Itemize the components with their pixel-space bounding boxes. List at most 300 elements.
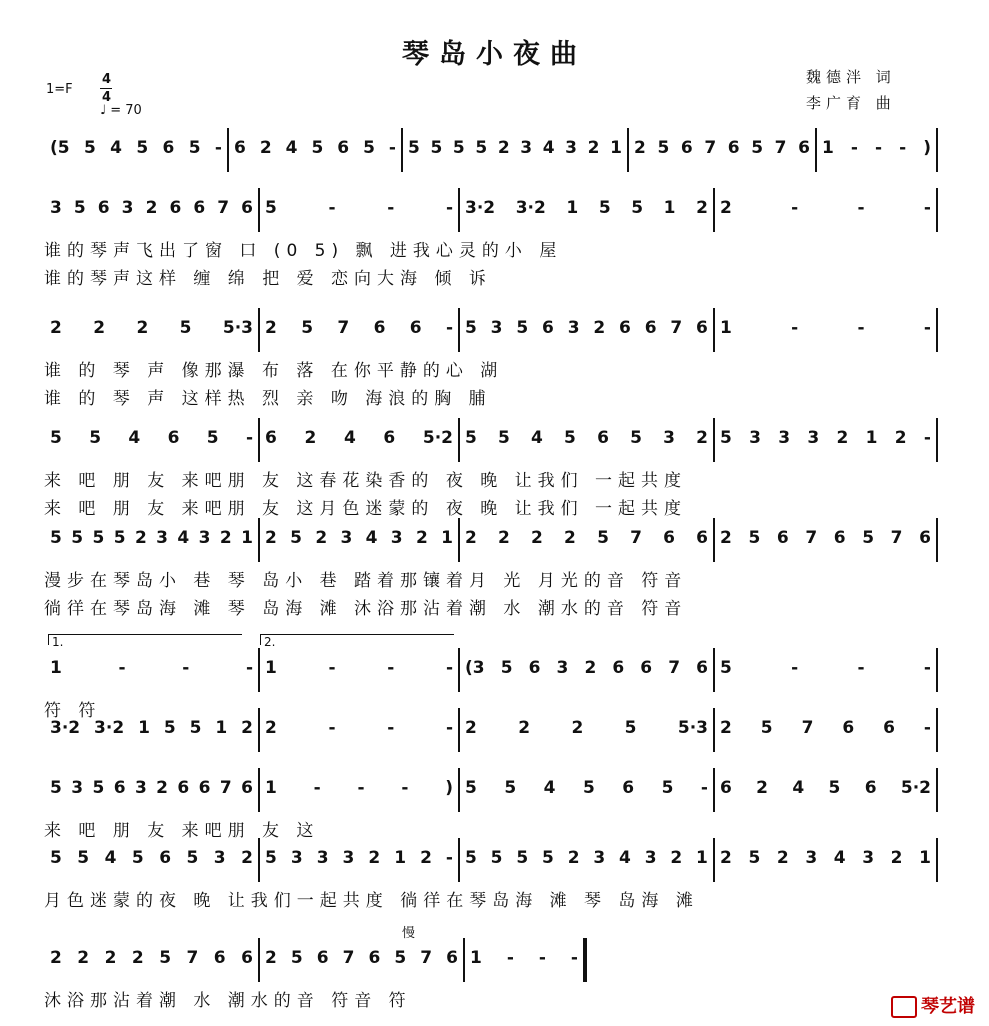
note: - xyxy=(923,658,931,678)
note: 3 xyxy=(342,848,355,868)
note: 5 xyxy=(465,848,477,868)
note: 5 xyxy=(179,318,192,338)
note: 5 xyxy=(131,848,144,868)
note: 2 xyxy=(415,528,428,548)
note: 6 xyxy=(198,778,211,798)
lyric-line: 来 吧 朋 友 来吧朋 友 这春花染香的 夜 晚 让我们 一起共度 xyxy=(44,471,688,491)
note: (3 xyxy=(465,658,485,678)
note: 6 xyxy=(162,138,175,158)
note: 6 xyxy=(383,428,396,448)
note: - xyxy=(445,198,453,218)
measure xyxy=(714,648,937,688)
note: - xyxy=(245,658,253,678)
note: 3 xyxy=(644,848,657,868)
note: 2 xyxy=(77,948,90,968)
note: 2 xyxy=(241,848,253,868)
note: - xyxy=(328,658,336,678)
note: - xyxy=(791,318,799,338)
note: 7 xyxy=(217,198,230,218)
note: 6 xyxy=(776,528,789,548)
note: 3 xyxy=(71,778,84,798)
note: 5 xyxy=(500,658,513,678)
note: 3 xyxy=(565,138,578,158)
note: 2 xyxy=(304,428,317,448)
measure xyxy=(259,768,459,808)
note: 5 xyxy=(760,718,773,738)
note: 4 xyxy=(177,528,190,548)
staff-line xyxy=(44,188,937,289)
note: 1 xyxy=(696,848,708,868)
barline xyxy=(936,648,938,692)
measure xyxy=(714,708,937,748)
note: 2 xyxy=(265,528,277,548)
note: 4 xyxy=(619,848,631,868)
measure xyxy=(44,128,228,168)
note: - xyxy=(923,318,931,338)
note: 4 xyxy=(110,138,122,158)
note: 2 xyxy=(564,528,576,548)
measure xyxy=(459,518,714,558)
note: 6 xyxy=(159,848,172,868)
note: 5 xyxy=(720,428,732,448)
measure xyxy=(459,708,714,748)
note: 2 xyxy=(720,528,732,548)
note: 1 xyxy=(470,948,482,968)
lyric-line: 来 吧 朋 友 来吧朋 友 这月色迷蒙的 夜 晚 让我们 一起共度 xyxy=(44,499,688,519)
note: 5 xyxy=(720,658,732,678)
note: 5 xyxy=(748,848,761,868)
note: 7 xyxy=(704,138,717,158)
lyricist-credit: 魏德泮 词 xyxy=(806,68,896,86)
note: 7 xyxy=(805,528,818,548)
note: 2 xyxy=(465,528,477,548)
note: 5 xyxy=(475,138,488,158)
measure xyxy=(44,308,259,348)
note: (5 xyxy=(50,138,70,158)
note: - xyxy=(857,658,865,678)
measure xyxy=(259,518,459,558)
note: 2 xyxy=(156,778,169,798)
measure xyxy=(259,708,459,748)
note: 1 xyxy=(138,718,150,738)
note: 7 xyxy=(420,948,433,968)
note: 2 xyxy=(136,318,149,338)
note: 5 xyxy=(430,138,443,158)
measure xyxy=(402,128,628,168)
note: 7 xyxy=(186,948,199,968)
note: 5 xyxy=(163,718,176,738)
note: 5 xyxy=(582,778,595,798)
note: 5 xyxy=(71,528,84,548)
note: 3·2 xyxy=(50,718,81,738)
composer-credit: 李广育 曲 xyxy=(806,94,896,112)
note: 5 xyxy=(748,528,761,548)
note: 3·2 xyxy=(515,198,546,218)
note: 3 xyxy=(50,198,62,218)
lyric-line: 谁的琴声这样 缠 绵 把 爱 恋向大海 倾 诉 xyxy=(44,269,492,289)
note: 2 xyxy=(518,718,531,738)
note: 6 xyxy=(597,428,609,448)
logo-text: 琴艺谱 xyxy=(921,996,975,1017)
note: 6 xyxy=(234,138,246,158)
measure xyxy=(228,128,402,168)
note: 5 xyxy=(265,848,277,868)
note: 1 xyxy=(610,138,622,158)
note: 6 xyxy=(798,138,810,158)
note: 2 xyxy=(567,848,580,868)
lyric-line: 谁 的 琴 声 像那瀑 布 落 在你平静的心 湖 xyxy=(44,361,504,381)
site-logo xyxy=(891,992,975,1018)
measure xyxy=(714,308,937,348)
note: 5 xyxy=(89,428,102,448)
measure xyxy=(259,938,464,978)
note: 5 xyxy=(498,428,510,448)
note: 2 xyxy=(498,528,510,548)
measure xyxy=(259,648,459,688)
note: 2 xyxy=(420,848,432,868)
note: 2 xyxy=(696,428,708,448)
note: - xyxy=(388,138,396,158)
note: 5 xyxy=(311,138,324,158)
note: - xyxy=(445,718,453,738)
note: 5 xyxy=(92,778,105,798)
note: 5·3 xyxy=(677,718,708,738)
note: 3 xyxy=(556,658,569,678)
measure xyxy=(259,308,459,348)
note: - xyxy=(570,948,578,968)
note: - xyxy=(857,198,865,218)
note: 5 xyxy=(828,778,841,798)
note: 4 xyxy=(531,428,543,448)
lyric-line: 漫步在琴岛小 巷 琴 岛小 巷 踏着那镶着月 光 月光的音 符音 xyxy=(44,571,688,591)
note: ) xyxy=(923,138,931,158)
note: 2 xyxy=(696,198,708,218)
note: 5 xyxy=(408,138,420,158)
note: - xyxy=(445,658,453,678)
note: 1 xyxy=(865,428,878,448)
tempo-mark: 慢 xyxy=(402,926,416,941)
measure xyxy=(259,838,459,878)
note: 6 xyxy=(720,778,732,798)
note: 6 xyxy=(409,318,422,338)
note: - xyxy=(245,428,253,448)
note: 1 xyxy=(566,198,579,218)
note: 6 xyxy=(696,318,708,338)
barline xyxy=(936,708,938,752)
note: 5·2 xyxy=(900,778,931,798)
note: 1 xyxy=(720,318,732,338)
note: 6 xyxy=(368,948,381,968)
note: 7 xyxy=(342,948,355,968)
note: 5 xyxy=(92,528,105,548)
note: 3 xyxy=(316,848,329,868)
measure xyxy=(464,938,584,978)
note: - xyxy=(387,198,395,218)
note: 4 xyxy=(285,138,298,158)
note: 5 xyxy=(751,138,764,158)
note: 6 xyxy=(213,948,226,968)
barline xyxy=(936,838,938,882)
note: - xyxy=(387,718,395,738)
note: 4 xyxy=(543,778,556,798)
barline xyxy=(936,768,938,812)
key-signature: 1=F xyxy=(46,82,73,97)
note: 5 xyxy=(465,778,477,798)
note: 4 xyxy=(542,138,555,158)
note: 5 xyxy=(83,138,96,158)
note: 2 xyxy=(259,138,272,158)
note: 5 xyxy=(73,198,86,218)
note: - xyxy=(328,718,336,738)
note: 6 xyxy=(373,318,386,338)
note: 2 xyxy=(584,658,597,678)
measure xyxy=(459,188,714,228)
note: 4 xyxy=(792,778,805,798)
note: 6 xyxy=(169,198,182,218)
note: 2 xyxy=(265,318,277,338)
note: - xyxy=(357,778,365,798)
note: - xyxy=(875,138,883,158)
note: 3 xyxy=(490,318,503,338)
volta-ending: 1. xyxy=(48,634,242,645)
note: - xyxy=(445,848,453,868)
note: 1 xyxy=(241,528,253,548)
note: 7 xyxy=(630,528,642,548)
measure xyxy=(714,518,937,558)
note: 6 xyxy=(193,198,206,218)
note: 5 xyxy=(394,948,407,968)
note: 5 xyxy=(50,528,62,548)
note: 6 xyxy=(528,658,541,678)
staff-line xyxy=(44,838,937,911)
note: 3·2 xyxy=(94,718,125,738)
logo-icon xyxy=(891,996,917,1018)
note: 2 xyxy=(241,718,253,738)
note: 5 xyxy=(159,948,172,968)
note: - xyxy=(899,138,907,158)
note: 1 xyxy=(663,198,676,218)
measure xyxy=(459,648,714,688)
note: 3 xyxy=(340,528,353,548)
note: 5 xyxy=(186,848,199,868)
note: 5 xyxy=(661,778,674,798)
lyric-line: 来 吧 朋 友 来吧朋 友 这 xyxy=(44,821,320,841)
note: 5 xyxy=(542,848,554,868)
note: 2 xyxy=(265,948,277,968)
note: 2 xyxy=(219,528,232,548)
note: 3 xyxy=(778,428,791,448)
measure xyxy=(714,768,937,808)
note: 3 xyxy=(134,778,147,798)
note: 2 xyxy=(776,848,789,868)
note: 5 xyxy=(630,428,642,448)
note: 4 xyxy=(833,848,846,868)
note: 5 xyxy=(465,428,477,448)
note: 2 xyxy=(50,948,62,968)
note: 6 xyxy=(842,718,855,738)
note: 2 xyxy=(465,718,477,738)
note: 3 xyxy=(213,848,226,868)
note: 7 xyxy=(668,658,681,678)
note: 3 xyxy=(805,848,818,868)
note: 6 xyxy=(883,718,895,738)
tempo-marking: ♩ = 70 xyxy=(100,103,142,118)
note: 6 xyxy=(337,138,350,158)
note: 3 xyxy=(290,848,303,868)
note: 6 xyxy=(622,778,635,798)
note: 3 xyxy=(520,138,533,158)
note: - xyxy=(214,138,222,158)
note: 5 xyxy=(265,198,277,218)
note: 6 xyxy=(727,138,740,158)
note: 2 xyxy=(50,318,62,338)
note: 7 xyxy=(801,718,814,738)
note: 2 xyxy=(315,528,328,548)
note: 2 xyxy=(368,848,381,868)
note: 6 xyxy=(316,948,329,968)
measure xyxy=(459,418,714,458)
note: 2 xyxy=(720,198,732,218)
note: 6 xyxy=(113,778,126,798)
note: 5 xyxy=(136,138,149,158)
note: 2 xyxy=(836,428,849,448)
note: 1 xyxy=(919,848,931,868)
note: 6 xyxy=(696,658,708,678)
note: 5 xyxy=(363,138,375,158)
note: 2 xyxy=(890,848,903,868)
barline xyxy=(936,308,938,352)
measure xyxy=(44,708,259,748)
note: 2 xyxy=(531,528,543,548)
note: - xyxy=(506,948,514,968)
note: - xyxy=(182,658,190,678)
note: 6 xyxy=(177,778,190,798)
staff-line xyxy=(44,926,937,1011)
note: 2 xyxy=(104,948,117,968)
note: 6 xyxy=(680,138,693,158)
note: - xyxy=(791,658,799,678)
note: 1 xyxy=(441,528,453,548)
note: 6 xyxy=(619,318,631,338)
note: 4 xyxy=(128,428,141,448)
note: - xyxy=(923,718,931,738)
note: 5 xyxy=(113,528,126,548)
note: 2 xyxy=(571,718,584,738)
note: 5 xyxy=(290,948,303,968)
barline xyxy=(583,938,587,982)
note: 7 xyxy=(670,318,683,338)
staff-line xyxy=(44,768,937,841)
note: - xyxy=(923,198,931,218)
note: - xyxy=(791,198,799,218)
measure xyxy=(44,518,259,558)
note: 6 xyxy=(542,318,554,338)
note: 1 xyxy=(265,778,277,798)
note: 2 xyxy=(720,718,732,738)
volta-ending: 2. xyxy=(260,634,454,645)
barline xyxy=(936,518,938,562)
measure xyxy=(714,188,937,228)
measure xyxy=(44,418,259,458)
barline xyxy=(936,188,938,232)
staff-line xyxy=(44,128,937,178)
note: - xyxy=(857,318,865,338)
note: 7 xyxy=(337,318,350,338)
note: 5 xyxy=(290,528,302,548)
measure xyxy=(459,768,714,808)
note: 3 xyxy=(567,318,580,338)
note: 1 xyxy=(394,848,407,868)
note: 6 xyxy=(833,528,846,548)
note: 2 xyxy=(894,428,907,448)
measure xyxy=(816,128,937,168)
note: 4 xyxy=(104,848,117,868)
note: 2 xyxy=(756,778,769,798)
staff-line xyxy=(44,708,937,758)
note: 2 xyxy=(670,848,683,868)
staff-line xyxy=(44,518,937,619)
note: 5 xyxy=(50,428,62,448)
note: - xyxy=(850,138,858,158)
note: 1 xyxy=(265,658,277,678)
note: 5 xyxy=(862,528,875,548)
page-title: 琴岛小夜曲 xyxy=(402,39,587,70)
note: 6 xyxy=(97,198,110,218)
note: - xyxy=(401,778,409,798)
note: 6 xyxy=(696,528,708,548)
lyric-line: 徜徉在琴岛海 滩 琴 岛海 滩 沐浴那沾着潮 水 潮水的音 符音 xyxy=(44,599,688,619)
note: 5 xyxy=(631,198,644,218)
note: 5 xyxy=(188,138,201,158)
note: 6 xyxy=(663,528,675,548)
note: 2 xyxy=(93,318,106,338)
note: 6 xyxy=(919,528,931,548)
note: 3 xyxy=(749,428,761,448)
note: - xyxy=(328,198,336,218)
note: 6 xyxy=(612,658,625,678)
note: 6 xyxy=(241,778,253,798)
measure xyxy=(44,938,259,978)
barline xyxy=(936,128,938,172)
note: 3 xyxy=(121,198,134,218)
measure xyxy=(44,768,259,808)
note: 3 xyxy=(198,528,211,548)
note: 7 xyxy=(890,528,903,548)
note: 3 xyxy=(663,428,675,448)
note: 4 xyxy=(343,428,356,448)
note: 6 xyxy=(265,428,277,448)
barline xyxy=(936,418,938,462)
note: 5 xyxy=(77,848,90,868)
note: - xyxy=(923,428,931,448)
note: 5 xyxy=(50,848,62,868)
note: 5·3 xyxy=(222,318,253,338)
note: - xyxy=(445,318,453,338)
lyric-line: 沐浴那沾着潮 水 潮水的音 符音 符 xyxy=(44,991,412,1011)
lyric-line: 谁的琴声飞出了窗 口 (0 5) 飘 进我心灵的小 屋 xyxy=(44,241,563,261)
staff-line xyxy=(44,635,937,721)
note: - xyxy=(700,778,708,798)
note: 1 xyxy=(822,138,834,158)
time-signature-divider xyxy=(100,88,112,89)
note: 6 xyxy=(446,948,458,968)
note: 3 xyxy=(156,528,169,548)
lyric-line: 月色迷蒙的夜 晚 让我们一起共度 徜徉在琴岛海 滩 琴 岛海 滩 xyxy=(44,891,699,911)
note: 5 xyxy=(490,848,503,868)
note: 5 xyxy=(50,778,62,798)
measure xyxy=(259,418,459,458)
note: 2 xyxy=(720,848,732,868)
